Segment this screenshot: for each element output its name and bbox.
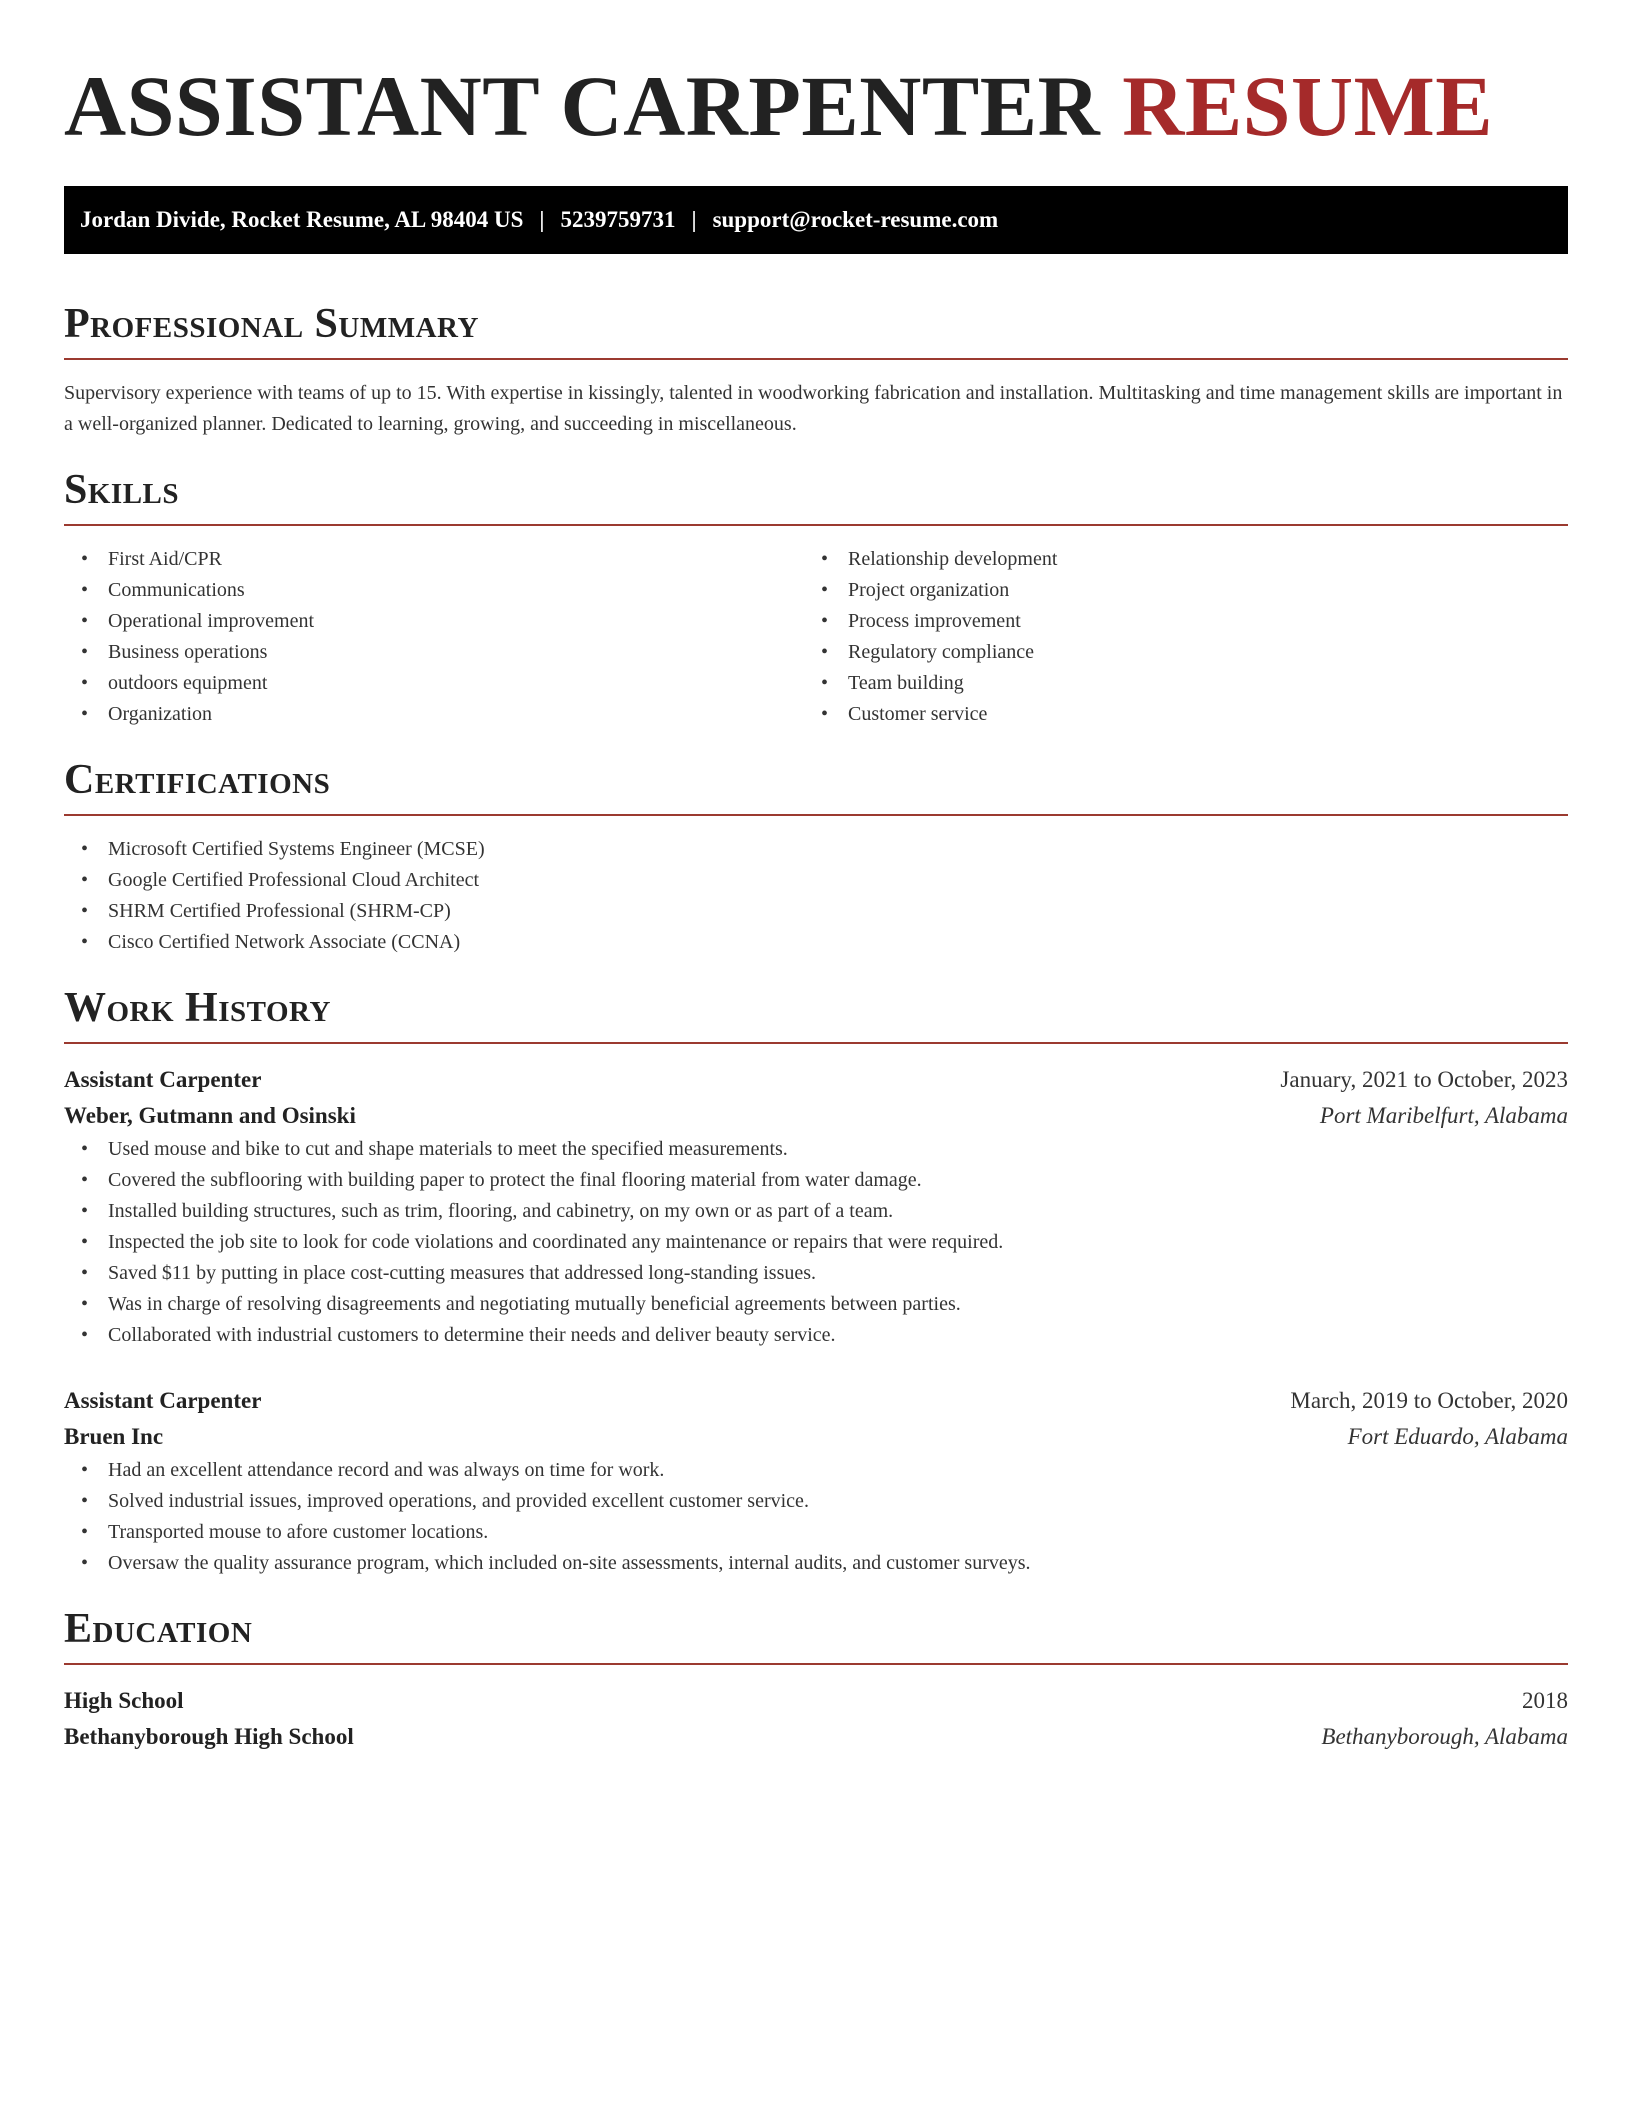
job-dates: March, 2019 to October, 2020	[1290, 1388, 1568, 1413]
skills-list-left	[64, 544, 804, 730]
skill-item: • First Aid/CPR	[64, 544, 804, 575]
skills-grid	[64, 544, 1568, 730]
job-company-row	[64, 1098, 1568, 1134]
section-divider	[64, 814, 1568, 816]
work-history-heading: Work History	[64, 985, 331, 1031]
summary-section	[64, 300, 1568, 440]
job-duty: • Solved industrial issues, improved operations, and provided excellent customer service.	[64, 1486, 1568, 1517]
skill-item: • Business operations	[64, 637, 804, 668]
title-main: ASSISTANT CARPENTER	[64, 58, 1101, 154]
job-header-row	[64, 1383, 1568, 1419]
job-location: Fort Eduardo, Alabama	[1347, 1424, 1568, 1449]
contact-separator: |	[691, 207, 697, 232]
section-divider	[64, 524, 1568, 526]
certification-item: • SHRM Certified Professional (SHRM-CP)	[64, 896, 1568, 927]
job-duties-list	[64, 1134, 1568, 1351]
skill-item: • Organization	[64, 699, 804, 730]
contact-address: Jordan Divide, Rocket Resume, AL 98404 US	[80, 207, 524, 232]
certifications-heading: Certifications	[64, 757, 331, 803]
title-accent: RESUME	[1122, 58, 1494, 154]
education-location: Bethanyborough, Alabama	[1321, 1724, 1568, 1749]
summary-heading: Professional Summary	[64, 301, 479, 347]
job-entry	[64, 1383, 1568, 1579]
job-duty: • Saved $11 by putting in place cost-cutting measures that addressed long-standing issues.	[64, 1258, 1568, 1289]
job-duty: • Oversaw the quality assurance program, which included on-site assessments, internal audits, and customer surveys.	[64, 1548, 1568, 1579]
job-duty: • Used mouse and bike to cut and shape materials to meet the specified measurements.	[64, 1134, 1568, 1165]
resume-title	[64, 56, 1568, 156]
job-duty: • Was in charge of resolving disagreements and negotiating mutually beneficial agreements between parties.	[64, 1289, 1568, 1320]
job-duty: • Inspected the job site to look for code violations and coordinated any maintenance or repairs that were required.	[64, 1227, 1568, 1258]
education-degree: High School	[64, 1688, 184, 1713]
section-divider	[64, 1042, 1568, 1044]
certification-item: • Microsoft Certified Systems Engineer (MCSE)	[64, 834, 1568, 865]
job-duty: • Had an excellent attendance record and was always on time for work.	[64, 1455, 1568, 1486]
skill-item: • Communications	[64, 575, 804, 606]
skills-heading: Skills	[64, 467, 180, 513]
job-company: Bruen Inc	[64, 1424, 164, 1449]
education-section	[64, 1605, 1568, 1755]
contact-phone: 5239759731	[560, 207, 676, 232]
job-header-row	[64, 1062, 1568, 1098]
job-duty: • Installed building structures, such as trim, flooring, and cabinetry, on my own or as part of a team.	[64, 1196, 1568, 1227]
education-degree-row	[64, 1683, 1568, 1719]
work-history-section	[64, 984, 1568, 1579]
job-company-row	[64, 1419, 1568, 1455]
education-school-row	[64, 1719, 1568, 1755]
job-duty: • Collaborated with industrial customers to determine their needs and deliver beauty service.	[64, 1320, 1568, 1351]
certifications-list	[64, 834, 1568, 958]
job-duty: • Transported mouse to afore customer locations.	[64, 1517, 1568, 1548]
certifications-section	[64, 756, 1568, 958]
skill-item: • Regulatory compliance	[804, 637, 1544, 668]
job-title: Assistant Carpenter	[64, 1067, 262, 1092]
skill-item: • Operational improvement	[64, 606, 804, 637]
certification-item: • Cisco Certified Network Associate (CCNA)	[64, 927, 1568, 958]
skills-list-right	[804, 544, 1544, 730]
education-school: Bethanyborough High School	[64, 1724, 354, 1749]
skill-item: • Relationship development	[804, 544, 1544, 575]
section-divider	[64, 1663, 1568, 1665]
job-title: Assistant Carpenter	[64, 1388, 262, 1413]
skill-item: • Process improvement	[804, 606, 1544, 637]
summary-text: Supervisory experience with teams of up to 15. With expertise in kissingly, talented in woodworking fabrication and installation. Multitasking and time management skills are important in a well-organized planner. Dedicated to learning, growing, and succeeding in miscellaneous.	[64, 382, 1563, 435]
contact-email: support@rocket-resume.com	[712, 207, 999, 232]
skill-item: • outdoors equipment	[64, 668, 804, 699]
job-company: Weber, Gutmann and Osinski	[64, 1103, 356, 1128]
job-dates: January, 2021 to October, 2023	[1280, 1067, 1568, 1092]
education-heading: Education	[64, 1606, 253, 1652]
job-entry	[64, 1062, 1568, 1351]
certification-item: • Google Certified Professional Cloud Architect	[64, 865, 1568, 896]
skill-item: • Customer service	[804, 699, 1544, 730]
job-location: Port Maribelfurt, Alabama	[1319, 1103, 1568, 1128]
job-duty: • Covered the subflooring with building paper to protect the final flooring material from water damage.	[64, 1165, 1568, 1196]
skill-item: • Team building	[804, 668, 1544, 699]
skills-section	[64, 466, 1568, 730]
contact-separator: |	[539, 207, 545, 232]
section-divider	[64, 358, 1568, 360]
skill-item: • Project organization	[804, 575, 1544, 606]
education-year: 2018	[1522, 1688, 1568, 1713]
contact-bar	[64, 186, 1568, 254]
job-duties-list	[64, 1455, 1568, 1579]
